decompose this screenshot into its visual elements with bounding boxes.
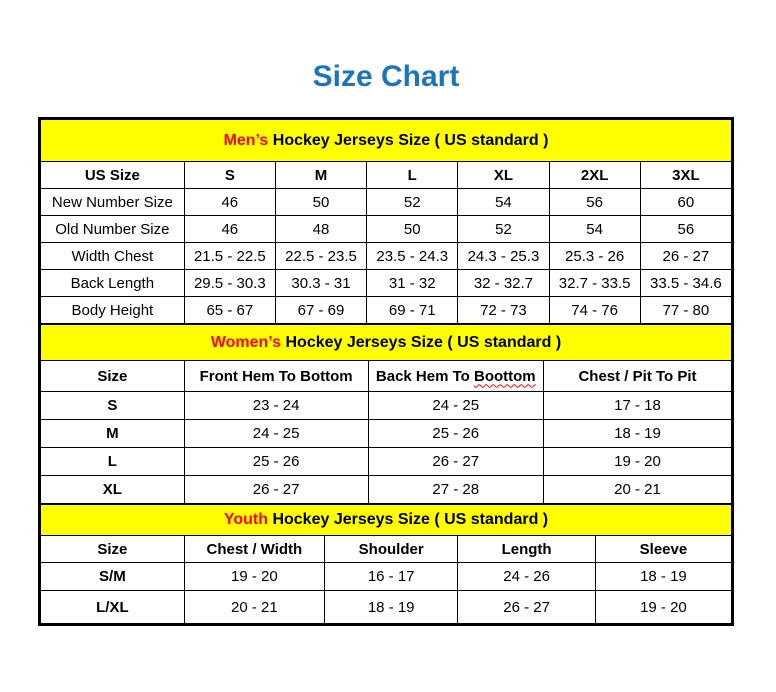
womens-section-title [41, 325, 732, 361]
womens-section-title-rest: Hockey Jerseys Size ( US standard ) [281, 333, 562, 351]
size-cell: 24.3 - 25.3 [458, 243, 549, 270]
col-header: US Size [41, 162, 185, 189]
size-cell: 54 [549, 216, 640, 243]
mens-section-band [41, 120, 732, 162]
size-cell: 50 [275, 189, 366, 216]
size-cell: 18 - 19 [595, 563, 731, 591]
youth-size-table [40, 504, 732, 624]
row-label: L/XL [41, 591, 185, 624]
mens-size-table [40, 119, 732, 324]
row-label: L [41, 448, 185, 476]
size-cell: 33.5 - 34.6 [640, 270, 731, 297]
col-header: Chest / Width [184, 536, 324, 563]
col-header: S [184, 162, 275, 189]
table-row [41, 189, 732, 216]
size-cell: 19 - 20 [595, 591, 731, 624]
size-cell: 77 - 80 [640, 297, 731, 324]
row-label: Width Chest [41, 243, 185, 270]
size-cell: 52 [367, 189, 458, 216]
col-header: Sleeve [595, 536, 731, 563]
row-label: S/M [41, 563, 185, 591]
size-cell: 24 - 26 [458, 563, 596, 591]
table-row [41, 591, 732, 624]
col-header: Length [458, 536, 596, 563]
womens-size-table [40, 324, 732, 504]
size-cell: 24 - 25 [368, 392, 544, 420]
col-header: Size [41, 536, 185, 563]
size-cell: 30.3 - 31 [275, 270, 366, 297]
col-header: 3XL [640, 162, 731, 189]
size-cell: 18 - 19 [544, 420, 732, 448]
size-cell: 46 [184, 216, 275, 243]
size-cell: 50 [367, 216, 458, 243]
size-chart-frame [38, 117, 734, 626]
size-cell: 18 - 19 [324, 591, 457, 624]
mens-section-title-rest: Hockey Jerseys Size ( US standard ) [268, 131, 549, 149]
col-header: Shoulder [324, 536, 457, 563]
mens-header-row [41, 162, 732, 189]
col-header-misspelled [368, 361, 544, 392]
size-cell: 25 - 26 [184, 448, 368, 476]
size-cell: 67 - 69 [275, 297, 366, 324]
size-cell: 32.7 - 33.5 [549, 270, 640, 297]
size-cell: 27 - 28 [368, 476, 544, 504]
table-row [41, 420, 732, 448]
size-cell: 19 - 20 [544, 448, 732, 476]
size-cell: 26 - 27 [184, 476, 368, 504]
table-row [41, 448, 732, 476]
size-cell: 20 - 21 [184, 591, 324, 624]
size-cell: 74 - 76 [549, 297, 640, 324]
row-label: Body Height [41, 297, 185, 324]
col-header: Front Hem To Bottom [184, 361, 368, 392]
mens-section-title-highlight: Men’s [223, 131, 269, 149]
size-cell: 32 - 32.7 [458, 270, 549, 297]
row-label: Old Number Size [41, 216, 185, 243]
row-label: Back Length [41, 270, 185, 297]
table-row [41, 392, 732, 420]
youth-section-title [41, 505, 732, 536]
table-row [41, 270, 732, 297]
size-cell: 29.5 - 30.3 [184, 270, 275, 297]
size-cell: 16 - 17 [324, 563, 457, 591]
size-cell: 26 - 27 [640, 243, 731, 270]
youth-header-row [41, 536, 732, 563]
row-label: M [41, 420, 185, 448]
table-row [41, 243, 732, 270]
col-header: M [275, 162, 366, 189]
size-cell: 69 - 71 [367, 297, 458, 324]
size-cell: 65 - 67 [184, 297, 275, 324]
row-label: New Number Size [41, 189, 185, 216]
size-cell: 60 [640, 189, 731, 216]
size-cell: 54 [458, 189, 549, 216]
mens-section-title [41, 120, 732, 162]
size-cell: 72 - 73 [458, 297, 549, 324]
size-cell: 26 - 27 [458, 591, 596, 624]
size-cell: 22.5 - 23.5 [275, 243, 366, 270]
table-row [41, 563, 732, 591]
col-header: Size [41, 361, 185, 392]
size-cell: 23.5 - 24.3 [367, 243, 458, 270]
col-header: 2XL [549, 162, 640, 189]
col-header: Chest / Pit To Pit [544, 361, 732, 392]
size-cell: 48 [275, 216, 366, 243]
size-cell: 19 - 20 [184, 563, 324, 591]
size-cell: 21.5 - 22.5 [184, 243, 275, 270]
womens-section-band [41, 325, 732, 361]
youth-section-band [41, 505, 732, 536]
youth-section-title-highlight: Youth [223, 511, 268, 528]
spellcheck-underlined-word: Boottom [473, 367, 536, 385]
table-row [41, 297, 732, 324]
table-row [41, 476, 732, 504]
size-cell: 56 [640, 216, 731, 243]
size-cell: 20 - 21 [544, 476, 732, 504]
page-title: Size Chart [312, 60, 460, 93]
size-cell: 17 - 18 [544, 392, 732, 420]
size-cell: 56 [549, 189, 640, 216]
size-cell: 26 - 27 [368, 448, 544, 476]
table-row [41, 216, 732, 243]
size-cell: 52 [458, 216, 549, 243]
col-header: XL [458, 162, 549, 189]
size-cell: 25.3 - 26 [549, 243, 640, 270]
size-cell: 23 - 24 [184, 392, 368, 420]
size-cell: 25 - 26 [368, 420, 544, 448]
col-header: L [367, 162, 458, 189]
row-label: XL [41, 476, 185, 504]
youth-section-title-rest: Hockey Jerseys Size ( US standard ) [268, 511, 549, 528]
size-cell: 46 [184, 189, 275, 216]
womens-header-row [41, 361, 732, 392]
col-header-text: Back Hem To [375, 367, 474, 385]
content-area [38, 0, 734, 626]
womens-section-title-highlight: Women’s [210, 333, 282, 351]
row-label: S [41, 392, 185, 420]
size-cell: 31 - 32 [367, 270, 458, 297]
size-cell: 24 - 25 [184, 420, 368, 448]
